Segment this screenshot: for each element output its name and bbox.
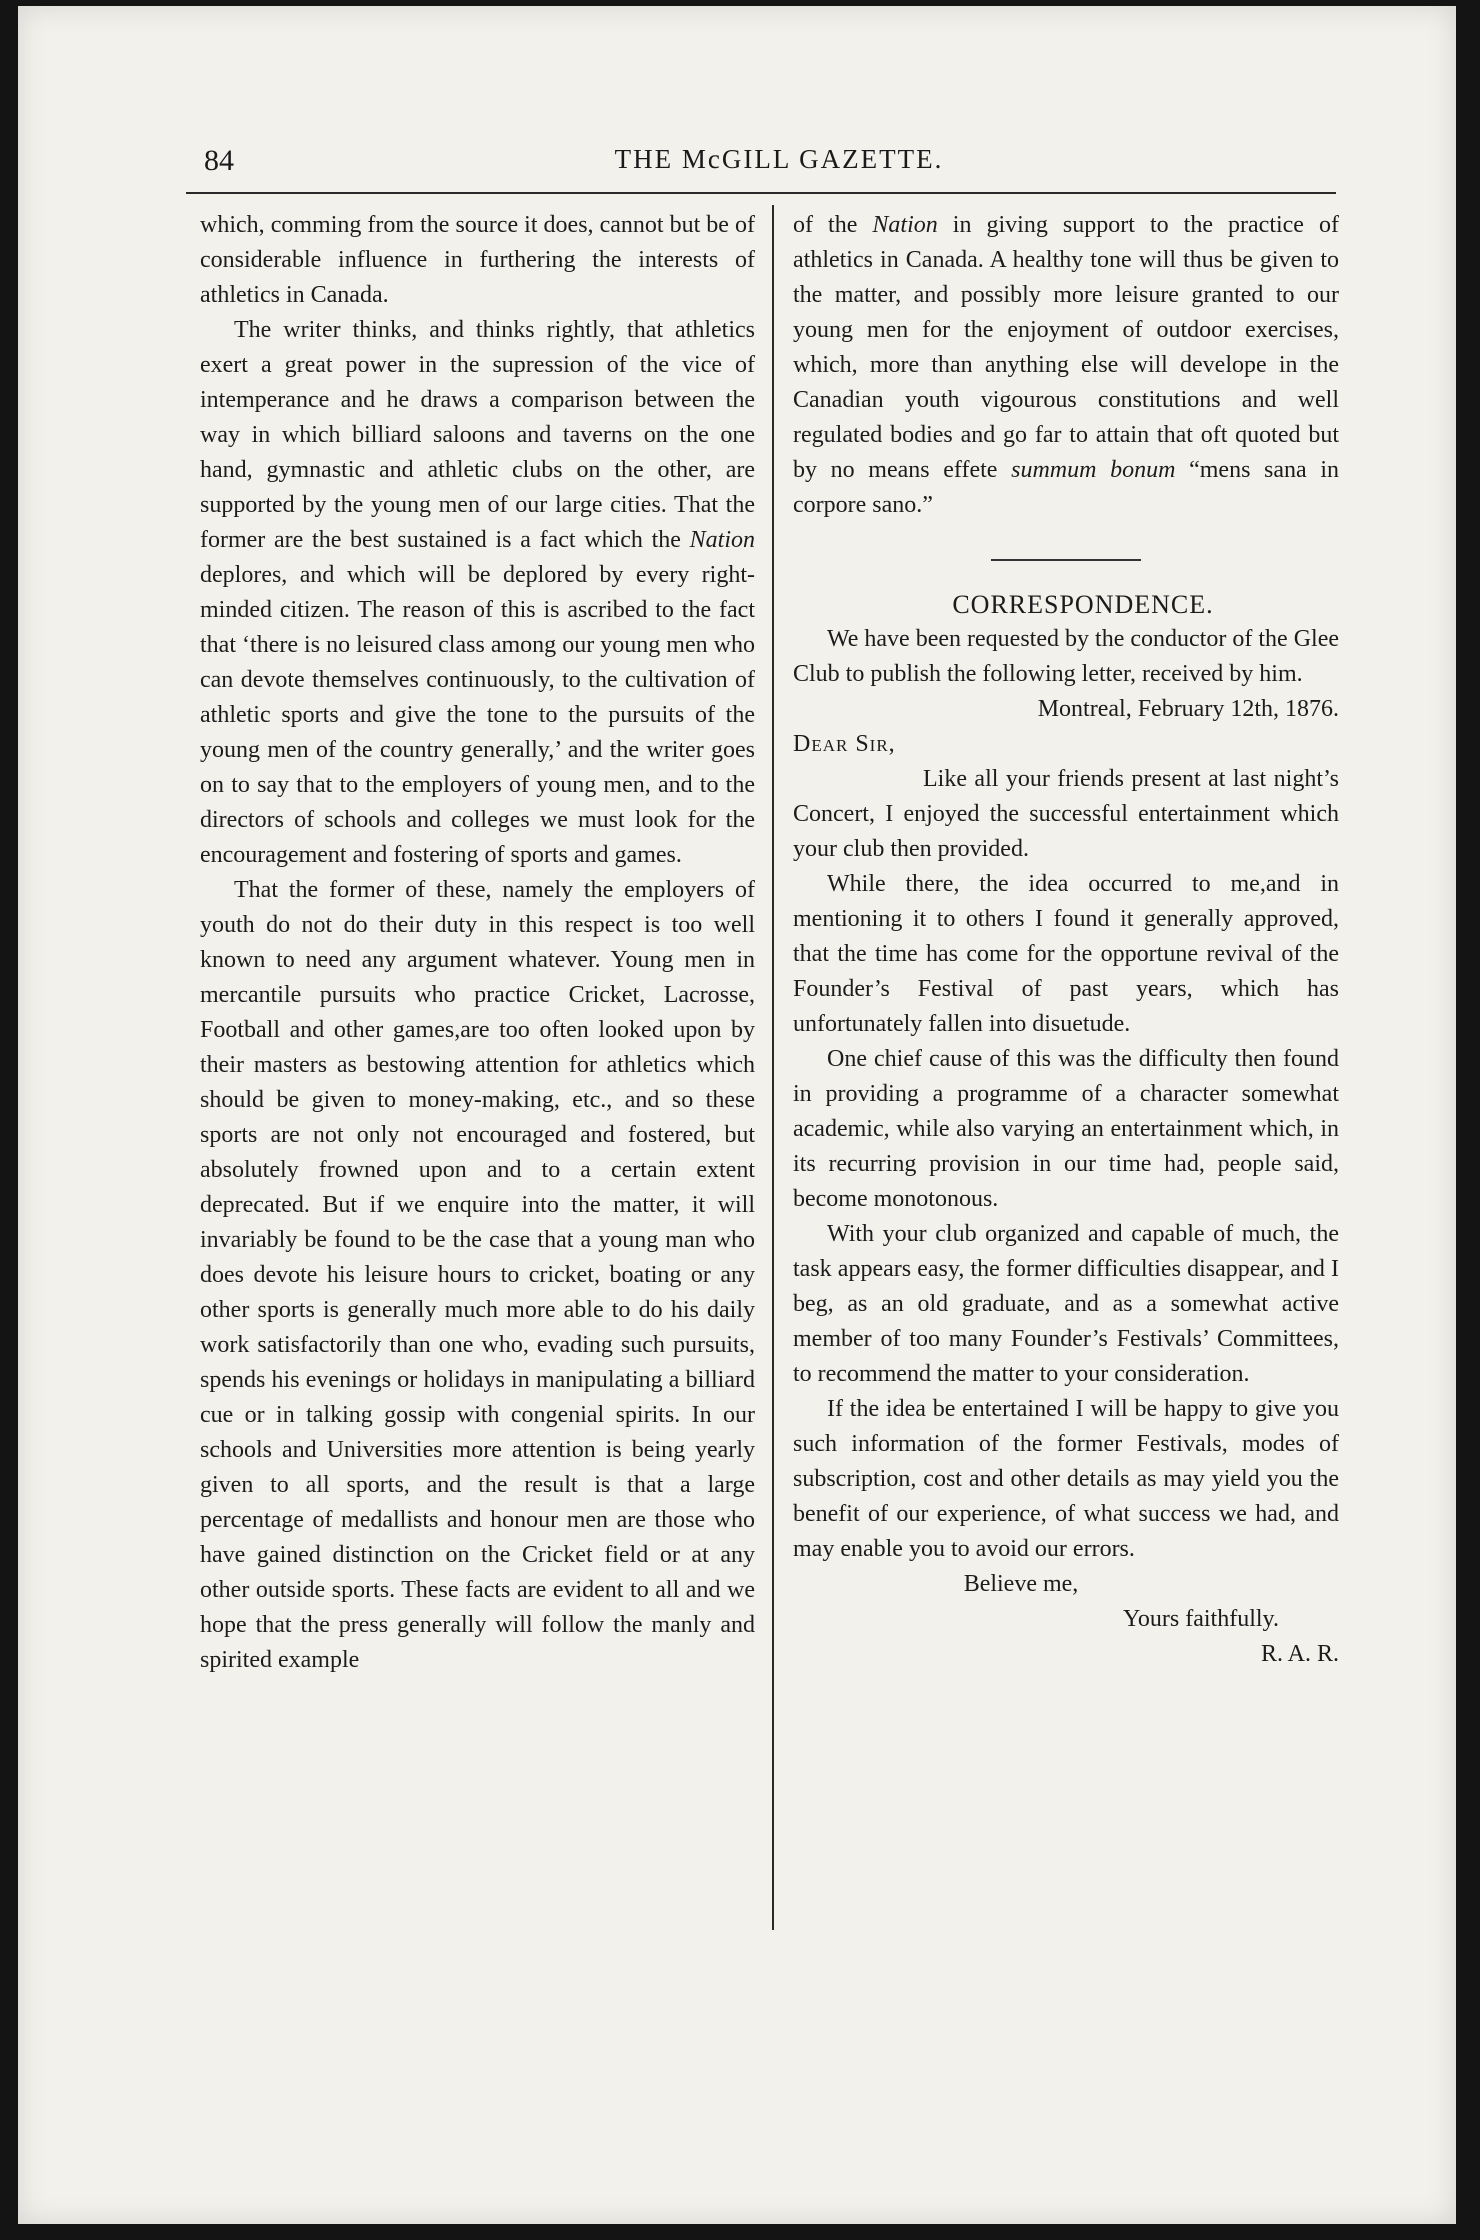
- correspondence-heading: CORRESPONDENCE.: [952, 590, 1214, 619]
- letter-salutation: Dear Sir,: [793, 731, 896, 757]
- letter-closing-2: Yours faithfully.: [1122, 1606, 1279, 1632]
- left-paragraph-3: That the former of these, namely the employers of youth do not do their duty in this respect is too well known to need any argument whatever. Young men in mercantile pursuits who practice Cricket, Lacrosse, Football and other games,are too often looked upon by their masters as bestowing attention for athletics which should be given to money-making, etc., and so these sports are not only not encouraged and fostered, but absolutely frowned upon and to a certain extent deprecated. But if we enquire into the matter, it will invariably be found to be the case that a young man who does devote his leisure hours to cricket, boating or any other sports is generally much more able to do his daily work satisfactorily than one who, evading such pursuits, spends his evenings or holidays in manipulating a billiard cue or in talking gossip with congenial spirits. In our schools and Universities more attention is being yearly given to all sports, and the result is that a large percentage of medallists and honour men are those who have gained distinction on the Cricket field or at any other outside sports. These facts are evident to all and we hope that the press generally will follow the manly and spirited example: [200, 877, 755, 1673]
- running-title: THE McGILL GAZETTE.: [614, 144, 944, 174]
- left-paragraph-2: [200, 313, 755, 873]
- letter-closing-1: Believe me,: [963, 1571, 1079, 1597]
- letter-paragraph-2: While there, the idea occurred to me,and in mentioning it to others I found it generally approved, that the time has come for the opportune revival of the Founder’s Festival of past years, which has unfortunately fallen into disuetude.: [793, 871, 1339, 1037]
- nation-italic: Nation: [689, 527, 755, 553]
- letter-paragraph-5: If the idea be entertained I will be happy to give you such information of the former Festivals, modes of subscription, cost and other details as may yield you the benefit of our experience, of what success we had, and may enable you to avoid our errors.: [793, 1396, 1339, 1562]
- header-rule: [186, 192, 1336, 194]
- continuation-before: of the: [793, 212, 858, 238]
- page-header: [204, 144, 1354, 184]
- right-column: [793, 208, 1339, 1672]
- nation-italic-2: Nation: [872, 212, 938, 238]
- column-divider: [772, 205, 774, 1930]
- left-paragraph-1: which, comming from the source it does, cannot but be of considerable influence in furthering the interests of athletics in Canada.: [200, 212, 755, 308]
- left-paragraph-2-text: The writer thinks, and thinks rightly, that athletics exert a great power in the supression of the vice of intemperance and he draws a comparison between the way in which billiard saloons and taverns on the one hand, gymnastic and athletic clubs on the other, are supported by the young men of our large cities. That the former are the best sustained is a fact which the: [200, 317, 755, 553]
- correspondence-intro: We have been requested by the conductor of the Glee Club to publish the following letter, received by him.: [793, 626, 1339, 687]
- section-rule: [991, 559, 1141, 561]
- letter-paragraph-1: Like all your friends present at last night’s Concert, I enjoyed the successful entertainment which your club then provided.: [793, 766, 1339, 862]
- left-paragraph-2-rest: deplores, and which will be deplored by every right-minded citizen. The reason of this is ascribed to the fact that ‘there is no leisured class among our young men who can devote themselves continuously, to the cultivation of athletic sports and give the tone to the pursuits of the young men of the country generally,’ and the writer goes on to say that to the employers of young men, and to the directors of schools and colleges we must look for the encouragement and fostering of sports and games.: [200, 562, 755, 868]
- letter-paragraph-4: With your club organized and capable of much, the task appears easy, the former difficulties disappear, and I beg, as an old graduate, and as a somewhat active member of too many Founder’s Festivals’ Committees, to recommend the matter to your consideration.: [793, 1221, 1339, 1387]
- continuation-middle: in giving support to the practice of athletics in Canada. A healthy tone will thus be given to the matter, and possibly more leisure granted to our young men for the enjoyment of outdoor exercises, which, more than anything else will develope in the Canadian youth vigourous constitutions and well regulated bodies and go far to attain that oft quoted but by no means effete: [793, 212, 1339, 483]
- page-number: 84: [204, 144, 234, 177]
- letter-paragraph-3: One chief cause of this was the difficulty then found in providing a programme of a character somewhat academic, while also varying an entertainment which, in its recurring provision in our time had, people said, become monotonous.: [793, 1046, 1339, 1212]
- right-continuation: [793, 208, 1339, 523]
- letter-signature: R. A. R.: [1260, 1641, 1339, 1667]
- continuation-after: “mens sana in corpore sano.”: [793, 457, 1340, 518]
- left-column: [200, 208, 755, 1678]
- letter-dateline: Montreal, February 12th, 1876.: [1037, 696, 1339, 722]
- summum-bonum-italic: summum bonum: [1011, 457, 1176, 483]
